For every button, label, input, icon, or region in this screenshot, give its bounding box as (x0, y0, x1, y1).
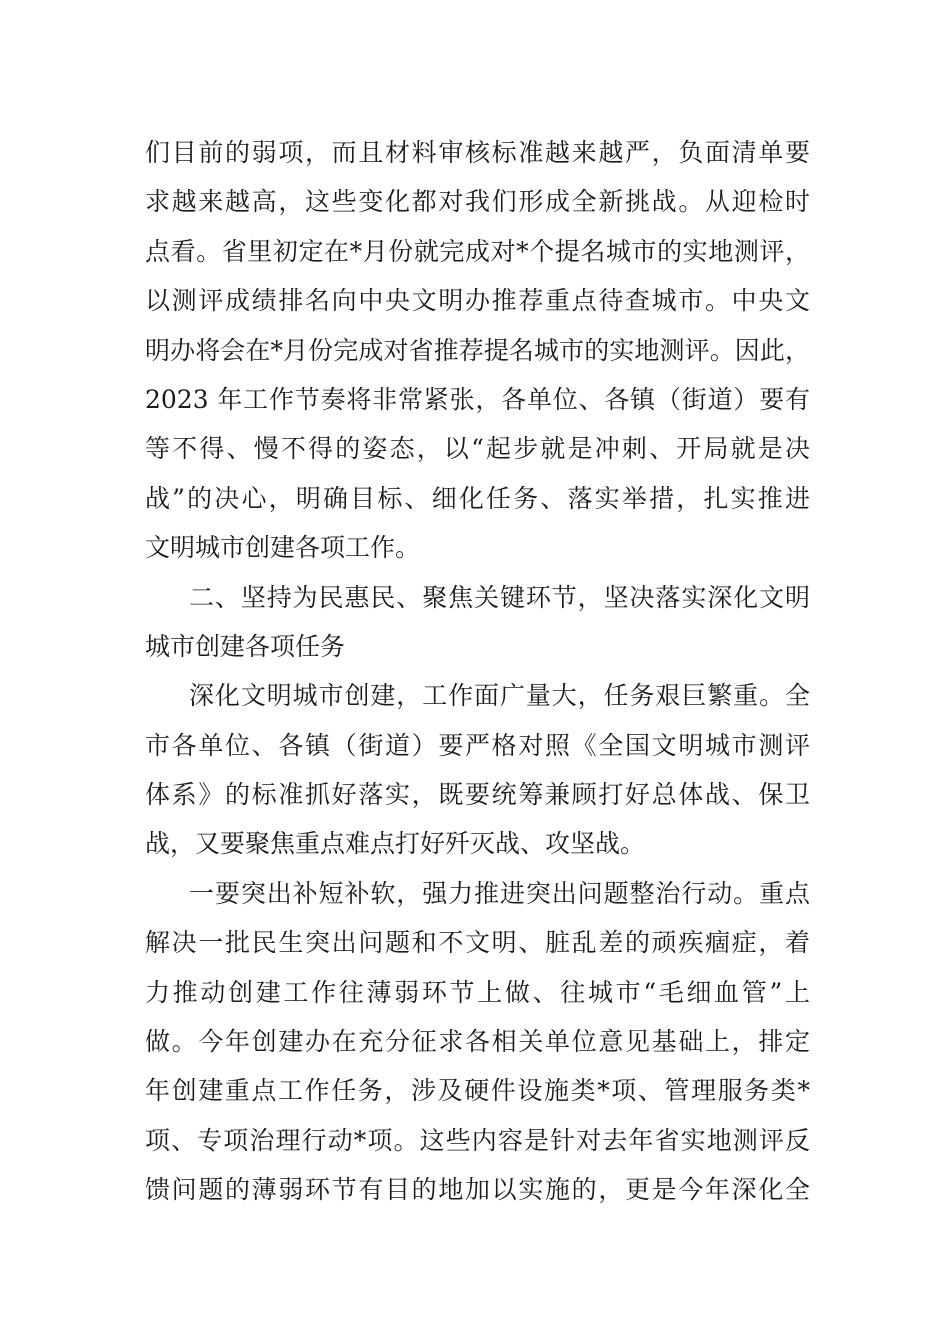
text-line: 年创建重点工作任务，涉及硬件设施类*项、管理服务类* (145, 1076, 810, 1106)
text-line: 们目前的弱项，而且材料审核标准越来越严，负面清单要 (145, 138, 810, 167)
text-line: 解决一批民生突出问题和不文明、脏乱差的顽疾痼症，着 (145, 928, 810, 958)
text-line: 深化文明城市创建，工作面广量大，任务艰巨繁重。全 (189, 681, 810, 711)
text-line: 点看。省里初定在*月份就完成对*个提名城市的实地测评， (145, 236, 810, 266)
text-line: 以测评成绩排名向中央文明办推荐重点待查城市。中央文 (145, 286, 810, 316)
text-line: 做。今年创建办在充分征求各相关单位意见基础上，排定 (145, 1027, 810, 1057)
text-line: 2023 年工作节奏将非常紧张，各单位、各镇（街道）要有 (145, 384, 810, 414)
text-line: 文明城市创建各项工作。 (145, 533, 421, 563)
text-line: 体系》的标准抓好落实，既要统筹兼顾打好总体战、保卫 (145, 780, 810, 810)
text-line: 求越来越高，这些变化都对我们形成全新挑战。从迎检时 (145, 187, 810, 217)
section-heading-line: 二、坚持为民惠民、聚焦关键环节，坚决落实深化文明 (189, 582, 810, 612)
text-line: 一要突出补短补软，强力推进突出问题整治行动。重点 (189, 878, 810, 908)
text-line: 力推动创建工作往薄弱环节上做、往城市“毛细血管”上 (145, 977, 810, 1007)
section-heading-line: 城市创建各项任务 (145, 631, 346, 661)
text-line: 项、专项治理行动*项。这些内容是针对去年省实地测评反 (145, 1125, 810, 1155)
text-line: 战，又要聚焦重点难点打好歼灭战、攻坚战。 (145, 829, 646, 859)
text-line: 明办将会在*月份完成对省推荐提名城市的实地测评。因此， (145, 335, 810, 365)
text-line: 市各单位、各镇（街道）要严格对照《全国文明城市测评 (145, 730, 810, 760)
document-body (145, 128, 810, 1215)
text-line: 等不得、慢不得的姿态，以“起步就是冲刺、开局就是决 (145, 434, 810, 464)
text-line: 馈问题的薄弱环节有目的地加以实施的，更是今年深化全 (145, 1175, 810, 1205)
text-line: 战”的决心，明确目标、细化任务、落实举措，扎实推进 (145, 483, 810, 513)
